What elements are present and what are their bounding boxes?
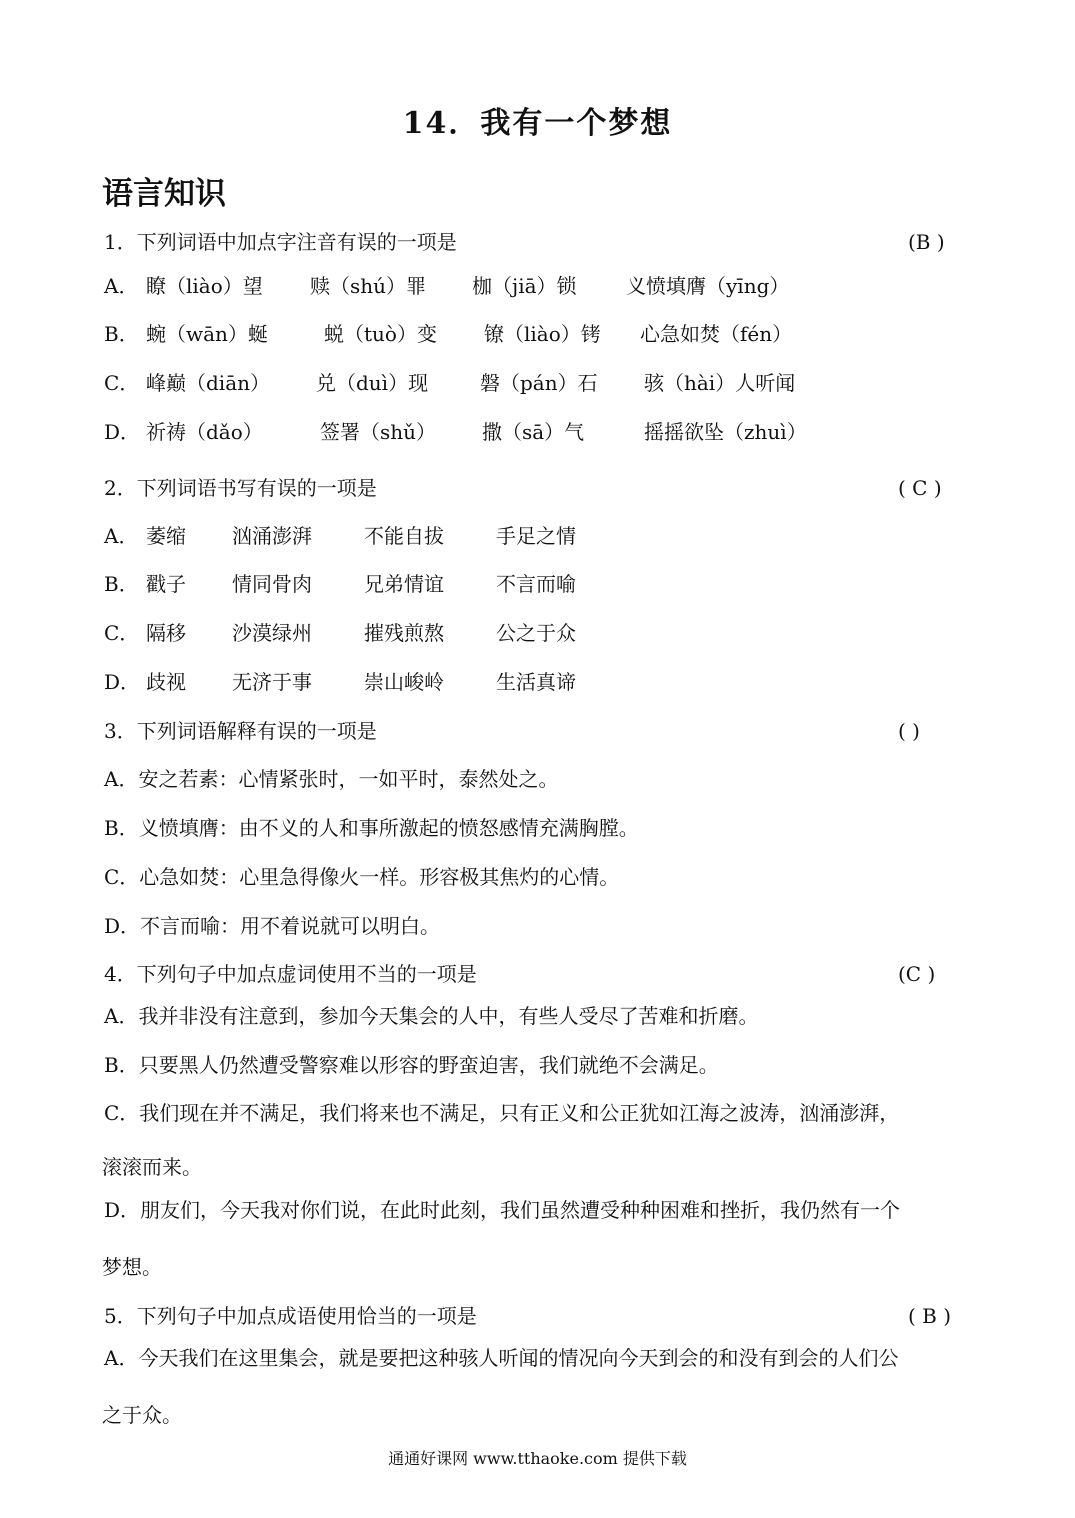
question-2-answer: ( C ) — [898, 476, 942, 500]
option-item: 崇山峻岭 — [364, 670, 444, 694]
q1-option-b — [104, 320, 793, 348]
option-item: 汹涌澎湃 — [232, 524, 312, 548]
question-3-stem: 3．下列词语解释有误的一项是 — [104, 719, 377, 743]
option-label: C． — [104, 621, 140, 645]
option-item: 蜕（tuò）变 — [324, 322, 437, 346]
option-item: 不言而喻 — [496, 572, 576, 596]
question-4-answer: (C ) — [898, 962, 936, 986]
option-item: 情同骨肉 — [232, 572, 312, 596]
section-heading: 语言知识 — [102, 176, 226, 212]
q2-option-d — [104, 668, 576, 696]
option-item: 沙漠绿州 — [232, 621, 312, 645]
question-1-stem: 1．下列词语中加点字注音有误的一项是 — [104, 230, 457, 254]
option-label: B． — [104, 572, 139, 596]
option-item: 摇摇欲坠（zhuì） — [644, 420, 807, 444]
option-item: 隔移 — [146, 621, 186, 645]
option-item: 手足之情 — [496, 524, 576, 548]
option-item: 歧视 — [146, 670, 186, 694]
question-1-answer: (B ) — [908, 230, 945, 254]
question-2-stem: 2．下列词语书写有误的一项是 — [104, 476, 377, 500]
option-item: 赎（shú）罪 — [310, 274, 427, 298]
option-item: 无济于事 — [232, 670, 312, 694]
q4-option-c: C．我们现在并不满足，我们将来也不满足，只有正义和公正犹如江海之波涛，汹涌澎湃， — [104, 1101, 900, 1125]
option-item: 蜿（wān）蜒 — [146, 322, 268, 346]
q4-option-d-cont: 梦想。 — [102, 1255, 162, 1279]
q5-option-a-cont: 之于众。 — [102, 1403, 182, 1427]
option-label: D． — [104, 420, 141, 444]
option-item: 心急如焚（fén） — [640, 322, 793, 346]
option-item: 磐（pán）石 — [480, 371, 598, 395]
option-label: A． — [104, 274, 139, 298]
option-label: A． — [104, 524, 139, 548]
q5-option-a: A．今天我们在这里集会，就是要把这种骇人听闻的情况向今天到会的和没有到会的人们公 — [104, 1346, 899, 1370]
option-item: 公之于众 — [496, 621, 576, 645]
q2-option-b — [104, 570, 576, 598]
option-item: 摧残煎熬 — [364, 621, 444, 645]
q1-option-d — [104, 418, 807, 446]
option-item: 枷（jiā）锁 — [472, 274, 577, 298]
option-item: 义愤填膺（yīng） — [626, 274, 790, 298]
option-item: 瞭（liào）望 — [146, 274, 263, 298]
option-item: 签署（shǔ） — [320, 420, 437, 444]
question-5-stem: 5．下列句子中加点成语使用恰当的一项是 — [104, 1304, 477, 1328]
option-item: 兄弟情谊 — [364, 572, 444, 596]
option-item: 兑（duì）现 — [316, 371, 429, 395]
q3-option-c: C．心急如焚：心里急得像火一样。形容极其焦灼的心情。 — [104, 865, 620, 889]
option-item: 萎缩 — [146, 524, 186, 548]
option-label: B． — [104, 322, 139, 346]
q3-option-d: D．不言而喻：用不着说就可以明白。 — [104, 914, 441, 938]
option-label: D． — [104, 670, 141, 694]
page-title: 14．我有一个梦想 — [402, 106, 673, 141]
option-item: 镣（liào）铐 — [484, 322, 601, 346]
option-item: 生活真谛 — [496, 670, 576, 694]
question-5-answer: ( B ) — [908, 1304, 952, 1328]
option-item: 祈祷（dǎo） — [146, 420, 263, 444]
question-4-stem: 4．下列句子中加点虚词使用不当的一项是 — [104, 962, 477, 986]
q1-option-c — [104, 369, 796, 397]
option-item: 不能自拔 — [364, 524, 444, 548]
q1-option-a — [104, 272, 790, 300]
question-3-answer: ( ) — [898, 719, 920, 743]
option-item: 峰巅（diān） — [146, 371, 271, 395]
option-item: 戳子 — [146, 572, 186, 596]
q4-option-c-cont: 滚滚而来。 — [102, 1155, 202, 1179]
q3-option-a: A．安之若素：心情紧张时，一如平时，泰然处之。 — [104, 767, 559, 791]
footer: 通通好课网 www.tthaoke.com 提供下载 — [388, 1449, 687, 1468]
option-item: 骇（hài）人听闻 — [644, 371, 796, 395]
option-label: C． — [104, 371, 140, 395]
q2-option-c — [104, 619, 576, 647]
q3-option-b: B．义愤填膺：由不义的人和事所激起的愤怒感情充满胸膛。 — [104, 816, 639, 840]
q4-option-a: A．我并非没有注意到，参加今天集会的人中，有些人受尽了苦难和折磨。 — [104, 1004, 759, 1028]
q2-option-a — [104, 522, 576, 550]
option-item: 撒（sā）气 — [482, 420, 585, 444]
q4-option-b: B．只要黑人仍然遭受警察难以形容的野蛮迫害，我们就绝不会满足。 — [104, 1053, 719, 1077]
q4-option-d: D．朋友们，今天我对你们说，在此时此刻，我们虽然遭受种种困难和挫折，我仍然有一个 — [104, 1198, 901, 1222]
